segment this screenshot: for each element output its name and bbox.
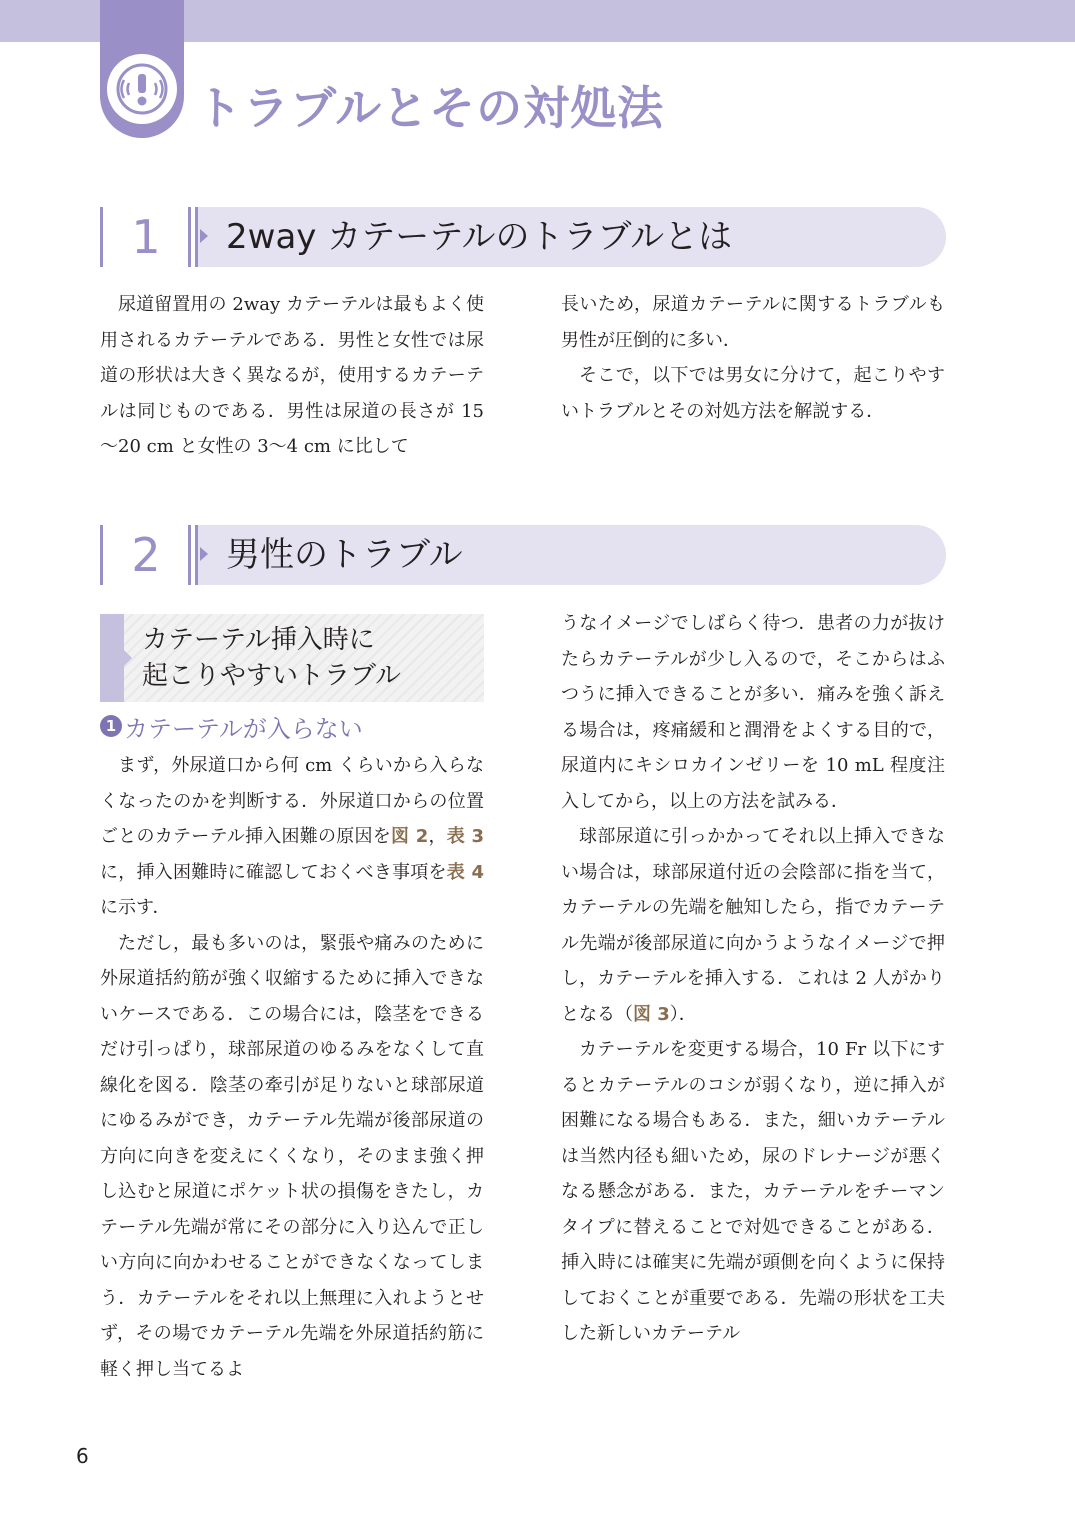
table-reference: 表 4 [446,861,485,883]
section-title: 2way カテーテルのトラブルとは [226,217,733,257]
section-divider [100,525,103,585]
text-run: に示す． [100,897,171,918]
paragraph: そこで，以下では男女に分けて，起こりやすいトラブルとその対処方法を解説する． [561,365,945,422]
triangle-marker-icon [200,547,208,561]
item-title: カテーテルが入らない [124,714,363,743]
triangle-marker-icon [200,229,208,243]
section-2-header [100,525,946,585]
subsection-title-line-2: 起こりやすいトラブル [142,661,401,691]
paragraph [561,819,945,1032]
paragraph: 長いため，尿道カテーテルに関するトラブルも男性が圧倒的に多い． [561,294,945,351]
section-divider [188,525,191,585]
text-run: に，挿入困難時に確認しておくべき事項を [100,861,447,883]
text-run: ， [428,826,447,847]
subsection-notch-icon [124,650,132,666]
paragraph: 尿道留置用の 2way カテーテルは最もよく使用されるカテーテルである．男性と女性では尿道の形状は大きく異なるが，使用するカテーテルは同じものである．男性は尿道の長さが 15～20 cm と女性の 3～4 cm に比して [100,294,484,457]
figure-reference: 図 2 [390,826,429,847]
text-run: まず，外尿道口から何 cm くらいから入らなくなったのかを判断する．外尿道口からの位置ごとのカテーテル挿入困難の原因を [100,755,484,847]
subsection-title-line-1: カテーテル挿入時に [142,625,375,655]
subsection-bar [100,614,124,702]
page-number: 6 [76,1444,89,1468]
text-run: 球部尿道に引っかかってそれ以上挿入できない場合は，球部尿道付近の会陰部に指を当て，カテーテルの先端を触知したら，指でカテーテル先端が後部尿道に向かうようなイメージで押し，カテーテルを挿入する．これは 2 人がかりとなる（ [561,826,945,1025]
item-number-badge: 1 [100,715,122,737]
alert-exclamation-icon [107,54,177,124]
section-1-header [100,207,946,267]
text-run: ）． [669,1003,697,1025]
item-heading [100,710,363,742]
table-reference: 表 3 [446,826,484,847]
section-divider [100,207,103,267]
paragraph: うなイメージでしばらく待つ．患者の力が抜けたらカテーテルが少し入るので，そこからはふつうに挿入できることが多い．痛みを強く訴える場合は，疼痛緩和と潤滑をよくする目的で，尿道内にキシロカインゼリーを 10 mL 程度注入してから，以上の方法を試みる． [561,613,945,812]
subsection-heading [100,614,484,702]
section-1-right-column [561,287,945,429]
section-title: 男性のトラブル [226,535,463,575]
figure-reference: 図 3 [633,1003,670,1025]
section-2-left-column [100,748,484,1387]
chapter-title: トラブルとその対処法 [196,81,665,135]
section-1-left-column [100,287,484,465]
section-number: 1 [131,210,161,264]
paragraph [100,748,484,926]
chapter-tab [100,0,184,138]
paragraph: カテーテルを変更する場合，10 Fr 以下にするとカテーテルのコシが弱くなり，逆に挿入が困難になる場合もある．また，細いカテーテルは当然内径も細いため，尿のドレナージが悪くなる懸念がある．また，カテーテルをチーマンタイプに替えることで対処できることがある．挿入時には確実に先端が頭側を向くように保持しておくことが重要である．先端の形状を工夫した新しいカテーテル [561,1039,945,1344]
section-2-right-column [561,606,945,1352]
section-number: 2 [131,528,161,582]
subsection-title [142,622,401,694]
section-divider [188,207,191,267]
paragraph: ただし，最も多いのは，緊張や痛みのために外尿道括約筋が強く収縮するために挿入できないケースである．この場合には，陰茎をできるだけ引っぱり，球部尿道のゆるみをなくして直線化を図る．陰茎の牽引が足りないと球部尿道にゆるみができ，カテーテル先端が後部尿道の方向に向きを変えにくくなり，そのまま強く押し込むと尿道にポケット状の損傷をきたし，カテーテル先端が常にその部分に入り込んで正しい方向に向かわせることができなくなってしまう．カテーテルをそれ以上無理に入れようとせず，その場でカテーテル先端を外尿道括約筋に軽く押し当てるよ [100,932,484,1380]
